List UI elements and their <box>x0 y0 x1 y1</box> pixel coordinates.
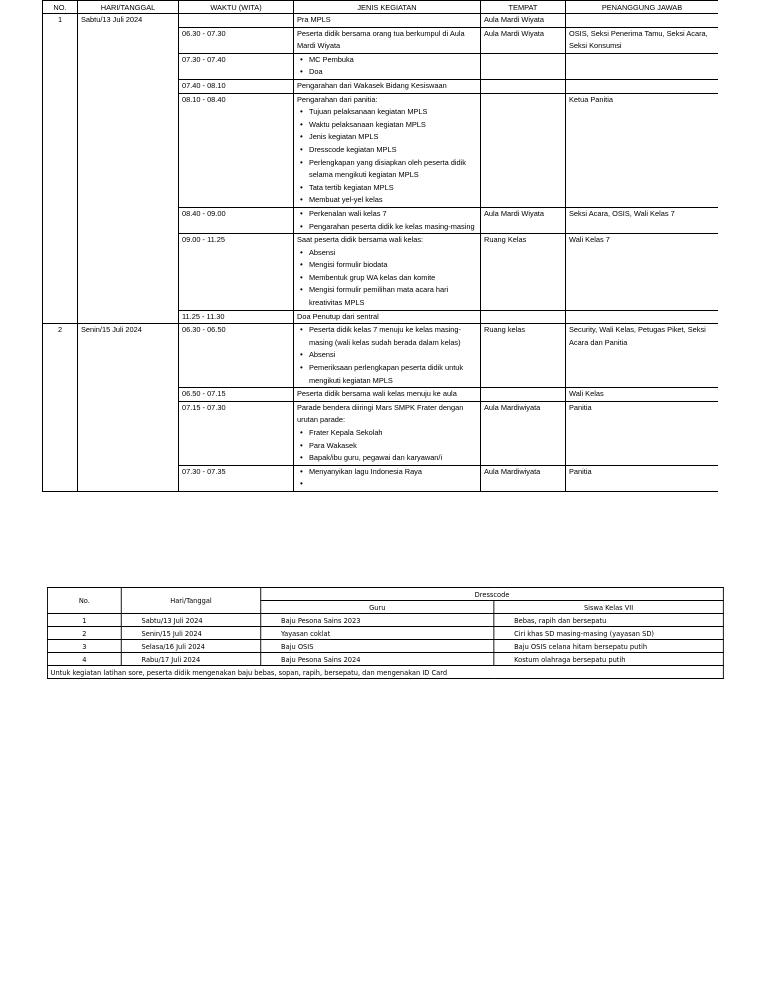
schedule-table <box>42 0 718 492</box>
list-item: • Absensi <box>309 247 477 260</box>
activity-list <box>297 106 477 207</box>
activity-cell: Pengarahan dari Wakasek Bidang Kesiswaan <box>294 79 481 93</box>
dresscode-day: Senin/15 Juli 2024 <box>121 627 261 640</box>
table-row <box>47 627 723 640</box>
list-item: • Tujuan pelaksanaan kegiatan MPLS <box>309 106 477 119</box>
activity-list <box>297 247 477 310</box>
list-item: • Tata tertib kegiatan MPLS <box>309 182 477 195</box>
dresscode-header-day: Hari/Tanggal <box>121 588 261 614</box>
table-row <box>47 666 723 679</box>
dresscode-header-row <box>47 588 723 601</box>
pic-cell: OSIS, Seksi Penerima Tamu, Seksi Acara, Seksi Konsumsi <box>566 27 719 53</box>
pic-cell: Seksi Acara, OSIS, Wali Kelas 7 <box>566 207 719 233</box>
activity-lead: Saat peserta didik bersama wali kelas: <box>297 235 424 245</box>
activity-cell <box>294 93 481 207</box>
activity-cell <box>294 324 481 388</box>
time-cell: 06.30 - 07.30 <box>179 27 294 53</box>
header-no: NO. <box>43 1 78 14</box>
table-row <box>43 324 719 388</box>
day-number: 1 <box>43 14 78 324</box>
activity-list <box>297 324 477 387</box>
dresscode-day: Rabu/17 Juli 2024 <box>121 653 261 666</box>
pic-cell: Panitia <box>566 401 719 465</box>
day-date: Senin/15 Juli 2024 <box>78 324 179 492</box>
dresscode-siswa: Ciri khas SD masing-masing (yayasan SD) <box>494 627 724 640</box>
activity-list <box>297 208 477 233</box>
activity-cell <box>294 234 481 311</box>
dresscode-no: 2 <box>47 627 121 640</box>
activity-cell <box>294 207 481 233</box>
place-cell: Aula Mardi Wiyata <box>481 27 566 53</box>
pic-cell <box>566 310 719 324</box>
dresscode-day: Selasa/16 Juli 2024 <box>121 640 261 653</box>
time-cell: 08.40 - 09.00 <box>179 207 294 233</box>
table-row <box>43 14 719 28</box>
dresscode-no: 3 <box>47 640 121 653</box>
list-item: • Perkenalan wali kelas 7 <box>309 208 477 221</box>
list-item: • Perlengkapan yang disiapkan oleh peserta didik selama mengikuti kegiatan MPLS <box>309 157 477 182</box>
list-item: • Pengarahan peserta didik ke kelas masing-masing <box>309 221 477 234</box>
pic-cell: Wali Kelas <box>566 388 719 402</box>
table-row <box>47 653 723 666</box>
pic-cell: Panitia <box>566 465 719 491</box>
dresscode-guru: Baju OSIS <box>261 640 494 653</box>
place-cell <box>481 53 566 79</box>
time-cell <box>179 14 294 28</box>
time-cell: 08.10 - 08.40 <box>179 93 294 207</box>
dresscode-guru: Baju Pesona Sains 2024 <box>261 653 494 666</box>
header-place: TEMPAT <box>481 1 566 14</box>
table-row <box>47 614 723 627</box>
activity-cell: Peserta didik bersama wali kelas menuju ke aula <box>294 388 481 402</box>
place-cell: Ruang Kelas <box>481 234 566 311</box>
list-item: • Doa <box>309 66 477 79</box>
time-cell: 11.25 - 11.30 <box>179 310 294 324</box>
time-cell: 07.30 - 07.40 <box>179 53 294 79</box>
header-day: HARI/TANGGAL <box>78 1 179 14</box>
time-cell: 07.40 - 08.10 <box>179 79 294 93</box>
list-item: • Waktu pelaksanaan kegiatan MPLS <box>309 119 477 132</box>
activity-list <box>297 427 477 465</box>
place-cell <box>481 79 566 93</box>
dresscode-guru: Baju Pesona Sains 2023 <box>261 614 494 627</box>
time-cell: 06.30 - 06.50 <box>179 324 294 388</box>
pic-cell <box>566 14 719 28</box>
dresscode-no: 1 <box>47 614 121 627</box>
place-cell: Aula Mardiwiyata <box>481 465 566 491</box>
header-activity: JENIS KEGIATAN <box>294 1 481 14</box>
list-item: • Para Wakasek <box>309 440 477 453</box>
place-cell: Aula Mardiwiyata <box>481 401 566 465</box>
list-item: • Frater Kepala Sekolah <box>309 427 477 440</box>
pic-cell <box>566 53 719 79</box>
list-item: • Absensi <box>309 349 477 362</box>
dresscode-day: Sabtu/13 Juli 2024 <box>121 614 261 627</box>
dresscode-header-no: No. <box>47 588 121 614</box>
activity-list <box>297 54 477 79</box>
day-date: Sabtu/13 Juli 2024 <box>78 14 179 324</box>
place-cell: Aula Mardi Wiyata <box>481 14 566 28</box>
place-cell <box>481 93 566 207</box>
table-row <box>47 640 723 653</box>
activity-lead: Parade bendera diiringi Mars SMPK Frater dengan urutan parade: <box>297 402 464 425</box>
dresscode-siswa: Baju OSIS celana hitam bersepatu putih <box>494 640 724 653</box>
pic-cell <box>566 79 719 93</box>
activity-cell: Peserta didik bersama orang tua berkumpul di Aula Mardi Wiyata <box>294 27 481 53</box>
time-cell: 06.50 - 07.15 <box>179 388 294 402</box>
pic-cell: Ketua Panitia <box>566 93 719 207</box>
schedule-header-row <box>43 1 719 14</box>
dresscode-header-guru: Guru <box>261 601 494 614</box>
place-cell <box>481 310 566 324</box>
activity-cell <box>294 53 481 79</box>
list-item <box>309 478 477 491</box>
dresscode-siswa: Kostum olahraga bersepatu putih <box>494 653 724 666</box>
header-pic: PENANGGUNG JAWAB <box>566 1 719 14</box>
activity-cell: Doa Penutup dari sentral <box>294 310 481 324</box>
place-cell <box>481 388 566 402</box>
dresscode-guru: Yayasan coklat <box>261 627 494 640</box>
activity-cell <box>294 401 481 465</box>
time-cell: 07.15 - 07.30 <box>179 401 294 465</box>
list-item: • Bapak/ibu guru, pegawai dan karyawan/i <box>309 452 477 465</box>
place-cell: Ruang kelas <box>481 324 566 388</box>
schedule-section <box>42 0 718 502</box>
dresscode-note: Untuk kegiatan latihan sore, peserta didik mengenakan baju bebas, sopan, rapih, bersepatu, dan mengenakan ID Card <box>47 666 723 679</box>
pic-cell: Security, Wali Kelas, Petugas Piket, Seksi Acara dan Panitia <box>566 324 719 388</box>
list-item: • Menyanyikan lagu Indonesia Raya <box>309 466 477 479</box>
dresscode-header-group: Dresscode <box>261 588 724 601</box>
list-item: • Mengisi formulir pemilihan mata acara hari kreativitas MPLS <box>309 284 477 309</box>
dresscode-header-siswa: Siswa Kelas VII <box>494 601 724 614</box>
place-cell: Aula Mardi Wiyata <box>481 207 566 233</box>
activity-cell: Pra MPLS <box>294 14 481 28</box>
activity-cell <box>294 465 481 491</box>
pic-cell: Wali Kelas 7 <box>566 234 719 311</box>
list-item: • Dresscode kegiatan MPLS <box>309 144 477 157</box>
day-number: 2 <box>43 324 78 492</box>
list-item: • Pemeriksaan perlengkapan peserta didik untuk mengikuti kegiatan MPLS <box>309 362 477 387</box>
dresscode-table <box>47 587 724 679</box>
header-time: WAKTU (WITA) <box>179 1 294 14</box>
list-item: • MC Pembuka <box>309 54 477 67</box>
dresscode-no: 4 <box>47 653 121 666</box>
list-item: • Peserta didik kelas 7 menuju ke kelas masing-masing (wali kelas sudah berada dalam kelas) <box>309 324 477 349</box>
activity-list <box>297 466 477 491</box>
activity-lead: Pengarahan dari panitia: <box>297 94 378 104</box>
list-item: • Membentuk grup WA kelas dan komite <box>309 272 477 285</box>
time-cell: 07.30 - 07.35 <box>179 465 294 491</box>
dresscode-siswa: Bebas, rapih dan bersepatu <box>494 614 724 627</box>
list-item: • Jenis kegiatan MPLS <box>309 131 477 144</box>
time-cell: 09.00 - 11.25 <box>179 234 294 311</box>
dresscode-section <box>47 587 723 679</box>
list-item: • Mengisi formulir biodata <box>309 259 477 272</box>
list-item: • Membuat yel-yel kelas <box>309 194 477 207</box>
